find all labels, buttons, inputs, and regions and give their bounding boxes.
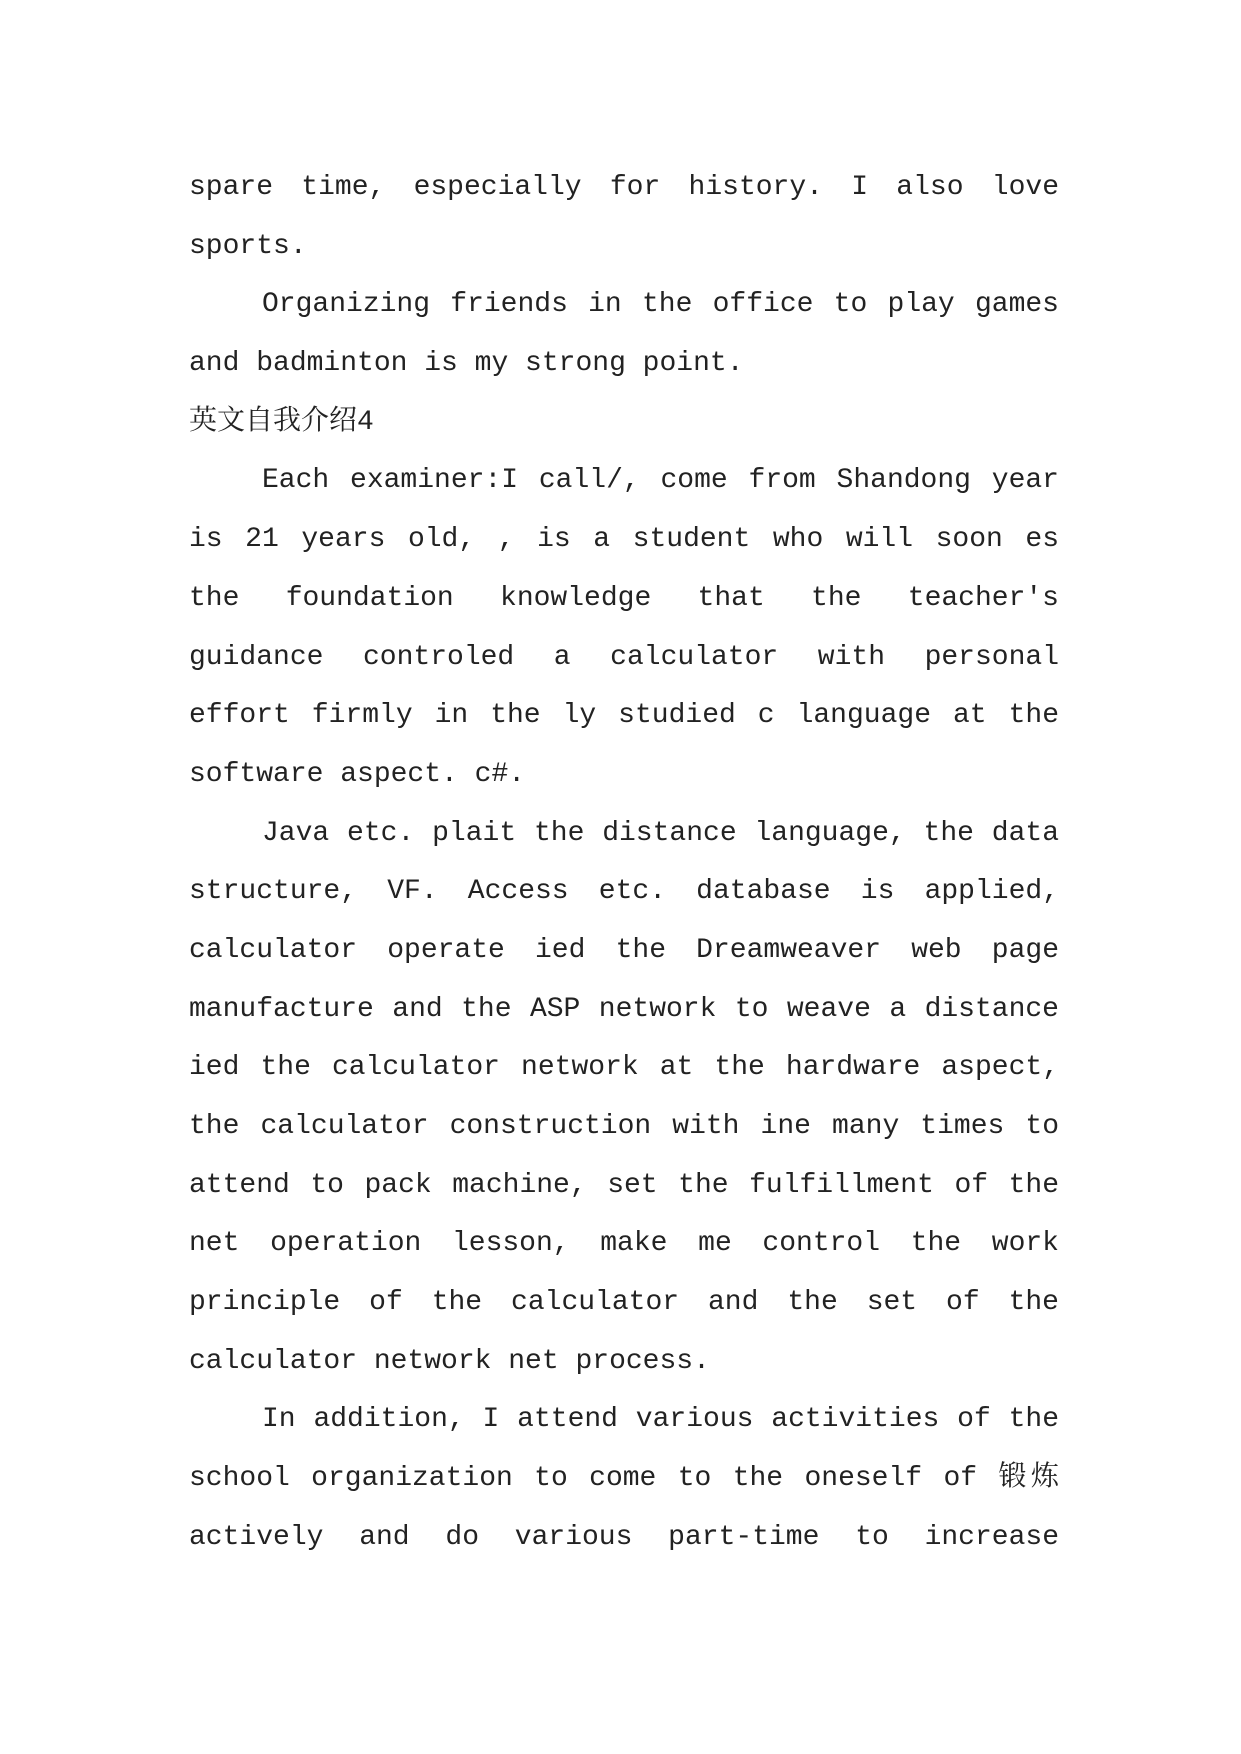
text-line: and badminton is my strong point. xyxy=(189,348,744,380)
text-line: is 21 years old, , is a student who will soon es xyxy=(189,524,1059,556)
text-line: spare time, especially for history. I also love xyxy=(189,172,1059,203)
text-line: Each examiner:I call/, come from Shandong year xyxy=(262,465,1059,497)
document-page xyxy=(189,159,1059,1568)
text-line: the calculator construction with ine many times to xyxy=(189,1111,1059,1142)
text-line: software aspect. c#. xyxy=(189,758,526,790)
text-line: Organizing friends in the office to play games xyxy=(262,289,1059,321)
text-line: calculator operate ied the Dreamweaver web page xyxy=(189,934,1059,966)
text-line: the foundation knowledge that the teacher's xyxy=(189,582,1059,614)
text-line: calculator network net process. xyxy=(189,1345,710,1377)
text-line: manufacture and the ASP network to weave a distance xyxy=(189,993,1059,1025)
text-line: sports. xyxy=(189,230,307,262)
text-line: Java etc. plait the distance language, the data xyxy=(262,817,1059,849)
text-line: guidance controled a calculator with personal xyxy=(189,641,1059,673)
text-line: school organization to come to the oneself of 锻炼 xyxy=(189,1463,1059,1495)
text-line: effort firmly in the ly studied c language at the xyxy=(189,700,1059,732)
section-heading: 英文自我介绍4 xyxy=(189,406,374,438)
text-line: In addition, I attend various activities of the xyxy=(262,1404,1059,1436)
text-line: actively and do various part-time to increase xyxy=(189,1521,1059,1553)
text-line: ied the calculator network at the hardware aspect, xyxy=(189,1052,1059,1084)
text-line: structure, VF. Access etc. database is applied, xyxy=(189,876,1059,908)
text-line: attend to pack machine, set the fulfillment of the xyxy=(189,1169,1059,1201)
text-line: net operation lesson, make me control the work xyxy=(189,1228,1059,1260)
text-line: principle of the calculator and the set of the xyxy=(189,1287,1059,1319)
